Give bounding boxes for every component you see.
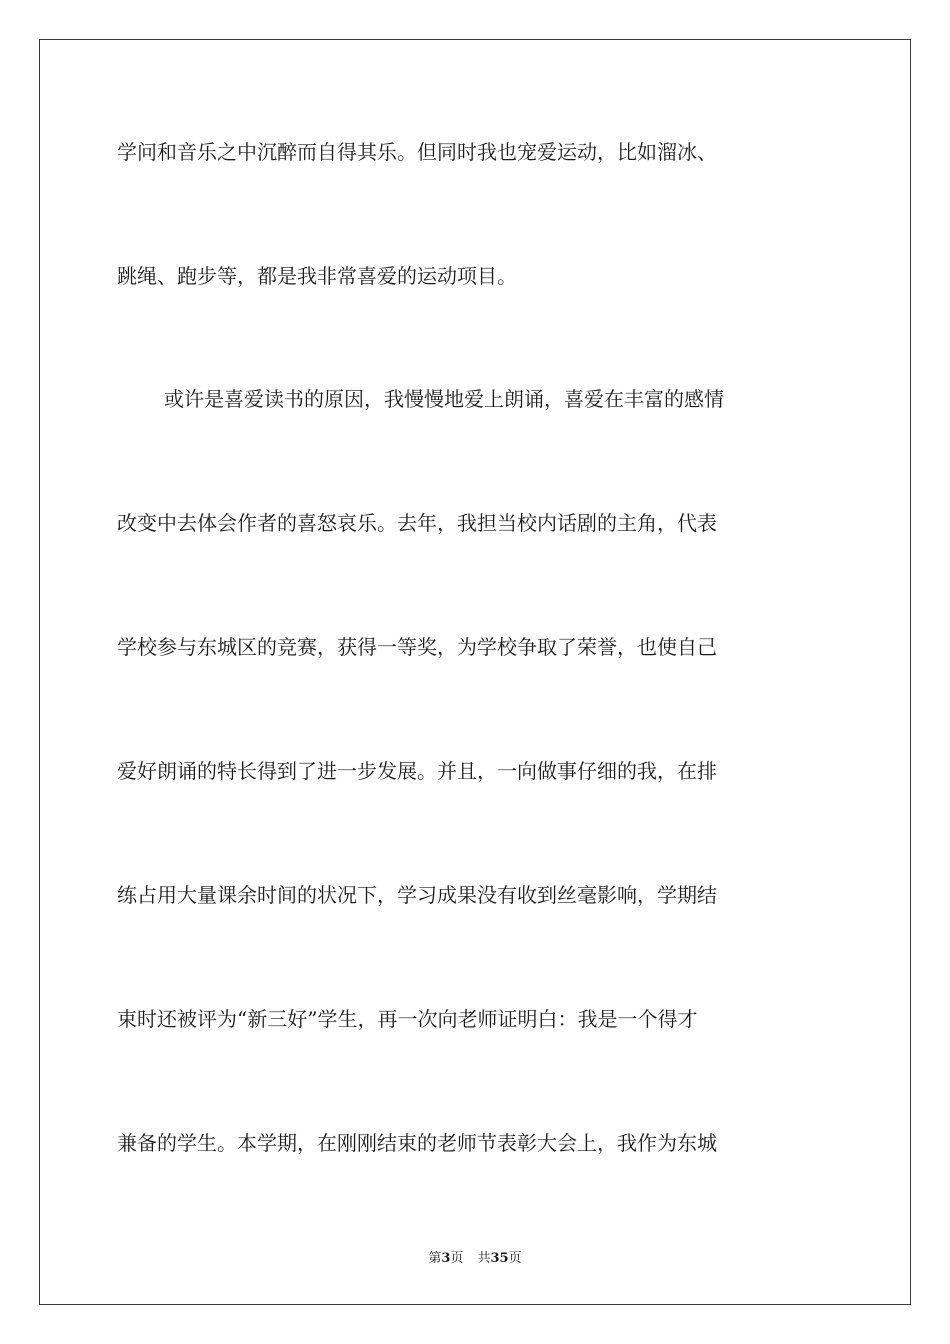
body-line-9: 兼备的学生。本学期，在刚刚结束的老师节表彰大会上，我作为东城: [117, 1131, 717, 1155]
body-line-1: 学问和音乐之中沉醉而自得其乐。但同时我也宠爱运动，比如溜冰、: [117, 140, 717, 164]
page-label-prefix: 第: [428, 1251, 442, 1266]
total-label-prefix: 共: [477, 1251, 491, 1266]
total-label-suffix: 页: [508, 1251, 522, 1266]
body-line-7: 练占用大量课余时间的状况下，学习成果没有收到丝毫影响，学期结: [117, 883, 717, 907]
total-page-count: 35: [490, 1251, 509, 1266]
page-border: [39, 39, 911, 1305]
body-line-8: 束时还被评为“新三好”学生，再一次向老师证明白：我是一个得才: [117, 1007, 698, 1031]
page-label-suffix: 页: [450, 1251, 464, 1266]
body-line-4: 改变中去体会作者的喜怒哀乐。去年，我担当校内话剧的主角，代表: [117, 511, 717, 535]
body-line-6: 爱好朗诵的特长得到了进一步发展。并且，一向做事仔细的我，在排: [117, 759, 717, 783]
current-page-number: 3: [441, 1251, 451, 1266]
page-footer: [0, 1247, 950, 1266]
body-line-2: 跳绳、跑步等，都是我非常喜爱的运动项目。: [117, 264, 517, 288]
body-line-5: 学校参与东城区的竞赛，获得一等奖，为学校争取了荣誉，也使自己: [117, 635, 717, 659]
body-line-3-paragraph-start: 或许是喜爱读书的原因，我慢慢地爱上朗诵，喜爱在丰富的感情: [164, 387, 724, 411]
